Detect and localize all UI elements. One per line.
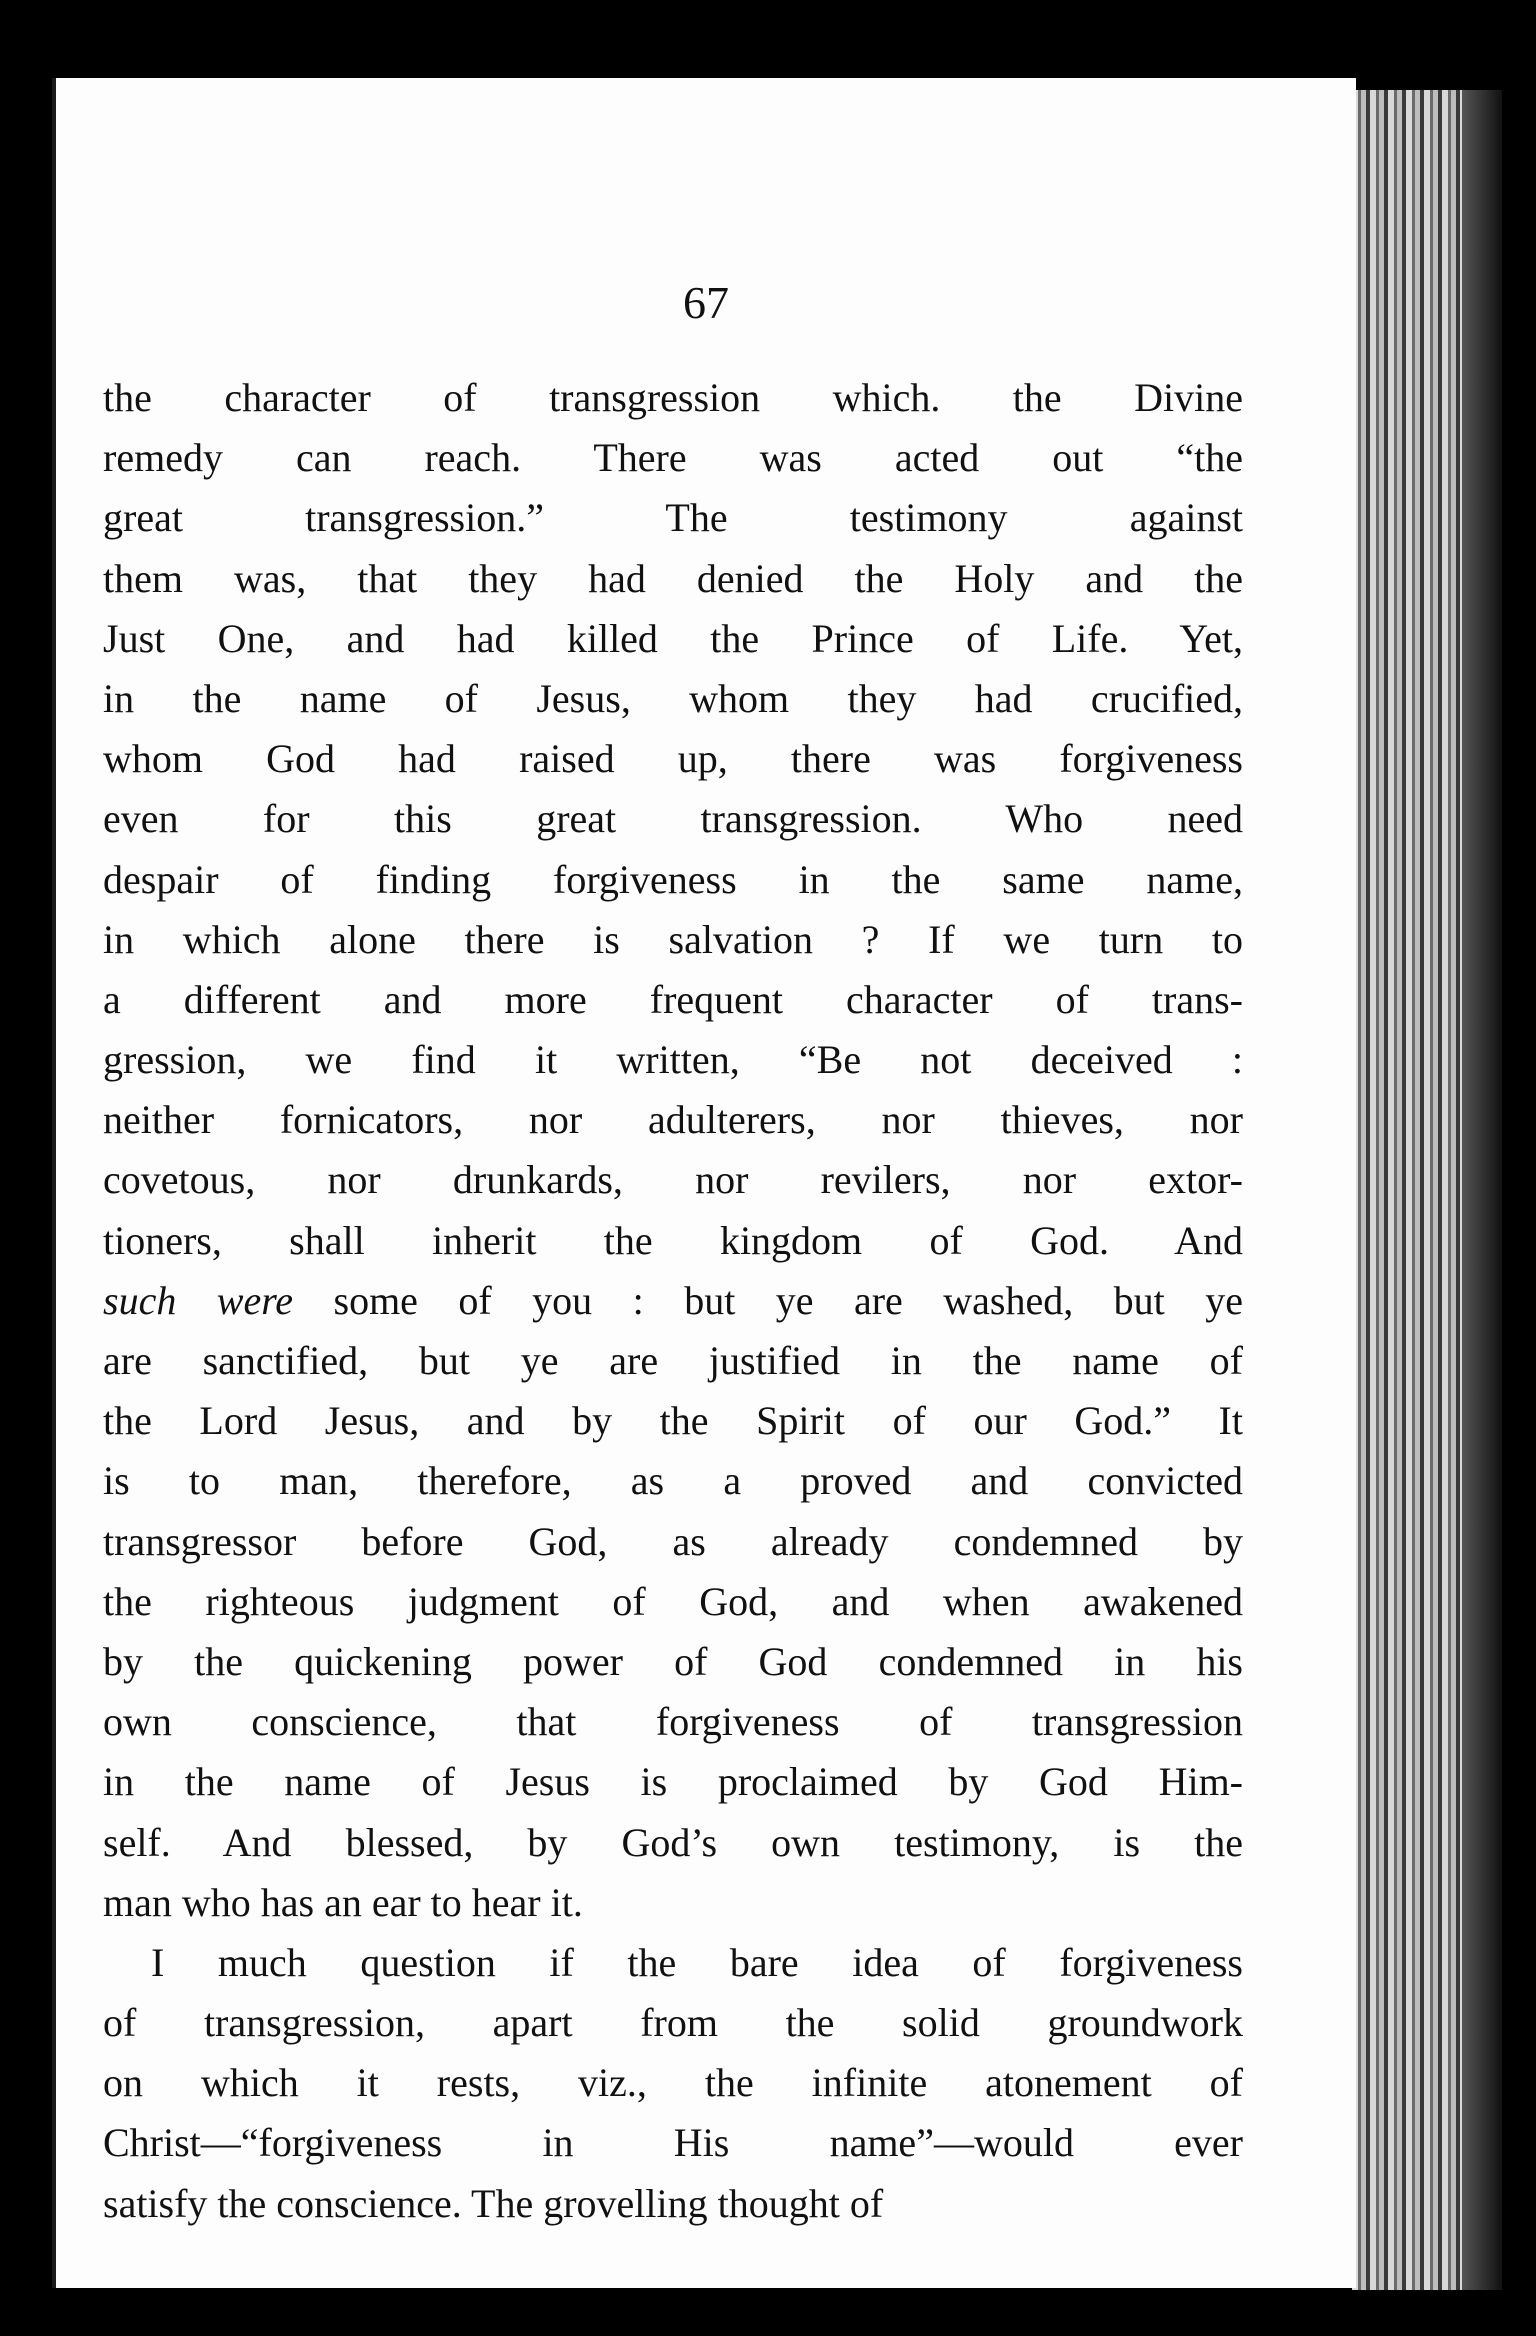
text-line <box>103 1512 1243 1572</box>
text-span: I much question if the bare idea of forgiveness <box>151 1939 1243 1985</box>
text-line <box>103 1572 1243 1632</box>
text-line <box>103 1451 1243 1511</box>
text-span: tioners, shall inherit the kingdom of God. And <box>103 1217 1243 1263</box>
text-span: the character of transgression which. the Divine <box>103 375 1243 420</box>
text-line <box>103 910 1243 970</box>
text-span: the Lord Jesus, and by the Spirit of our God.” It <box>103 1398 1243 1444</box>
paragraph <box>103 1933 1243 2234</box>
text-line <box>103 850 1243 910</box>
text-span: is to man, therefore, as a proved and convicted <box>103 1458 1243 1504</box>
text-span: remedy can reach. There was acted out “the <box>103 435 1243 481</box>
body-text <box>103 368 1243 2234</box>
page-number: 67 <box>683 277 729 328</box>
text-line <box>103 2053 1243 2113</box>
text-line <box>103 1331 1243 1391</box>
text-line <box>103 609 1243 669</box>
text-span: despair of finding forgiveness in the same name, <box>103 856 1243 902</box>
text-line <box>103 789 1243 849</box>
text-span: them was, that they had denied the Holy and the <box>103 555 1243 601</box>
text-span: own conscience, that forgiveness of transgression <box>103 1699 1243 1745</box>
text-line <box>103 368 1243 428</box>
text-line <box>103 1030 1243 1090</box>
text-span: Just One, and had killed the Prince of Life. Yet, <box>103 615 1243 661</box>
book-page <box>52 78 1356 2288</box>
text-span: neither fornicators, nor adulterers, nor thieves, nor <box>103 1097 1243 1143</box>
text-span: some of you : but ye are washed, but ye <box>293 1277 1243 1323</box>
text-line <box>103 1391 1243 1451</box>
text-span: are sanctified, but ye are justified in the name of <box>103 1338 1243 1383</box>
text-span: of transgression, apart from the solid groundwork <box>103 2000 1243 2046</box>
text-line <box>103 549 1243 609</box>
text-line <box>103 1271 1243 1331</box>
book-page-edges <box>1352 90 1502 2290</box>
text-span: even for this great transgression. Who need <box>103 796 1243 842</box>
text-span: such were <box>103 1277 294 1323</box>
text-span: in the name of Jesus is proclaimed by God Him- <box>103 1759 1243 1805</box>
text-line <box>103 1150 1243 1210</box>
text-line <box>103 1933 1243 1993</box>
text-line <box>103 1211 1243 1271</box>
text-span: self. And blessed, by God’s own testimony, is the <box>103 1819 1243 1865</box>
text-span: Christ—“forgiveness in His name”—would ever <box>103 2120 1243 2166</box>
text-line <box>103 488 1243 548</box>
text-span: in which alone there is salvation ? If we turn to <box>103 916 1243 962</box>
text-line <box>103 1090 1243 1150</box>
text-span: transgressor before God, as already condemned by <box>103 1518 1243 1564</box>
text-span: great transgression.” The testimony against <box>103 495 1243 541</box>
text-span: in the name of Jesus, whom they had crucified, <box>103 675 1243 721</box>
text-span: by the quickening power of God condemned in his <box>103 1638 1243 1684</box>
text-line <box>103 729 1243 789</box>
text-line <box>103 669 1243 729</box>
text-line <box>103 1813 1243 1873</box>
text-line <box>103 1632 1243 1692</box>
text-span: on which it rests, viz., the infinite atonement of <box>103 2060 1243 2106</box>
text-line <box>103 2174 1243 2234</box>
text-span: covetous, nor drunkards, nor revilers, nor extor- <box>103 1157 1243 1203</box>
text-line <box>103 2113 1243 2173</box>
text-span: whom God had raised up, there was forgiveness <box>103 736 1243 782</box>
text-span: gression, we find it written, “Be not deceived : <box>103 1037 1243 1083</box>
text-span: man who has an ear to hear it. <box>103 1879 583 1925</box>
text-line <box>103 1692 1243 1752</box>
text-span: satisfy the conscience. The grovelling thought of <box>103 2180 884 2226</box>
text-line <box>103 970 1243 1030</box>
text-line <box>103 428 1243 488</box>
text-line <box>103 1873 1243 1933</box>
text-span: a different and more frequent character of trans- <box>103 976 1243 1022</box>
text-line <box>103 1752 1243 1812</box>
text-span: the righteous judgment of God, and when awakened <box>103 1578 1243 1624</box>
paragraph <box>103 368 1243 1933</box>
text-line <box>103 1993 1243 2053</box>
